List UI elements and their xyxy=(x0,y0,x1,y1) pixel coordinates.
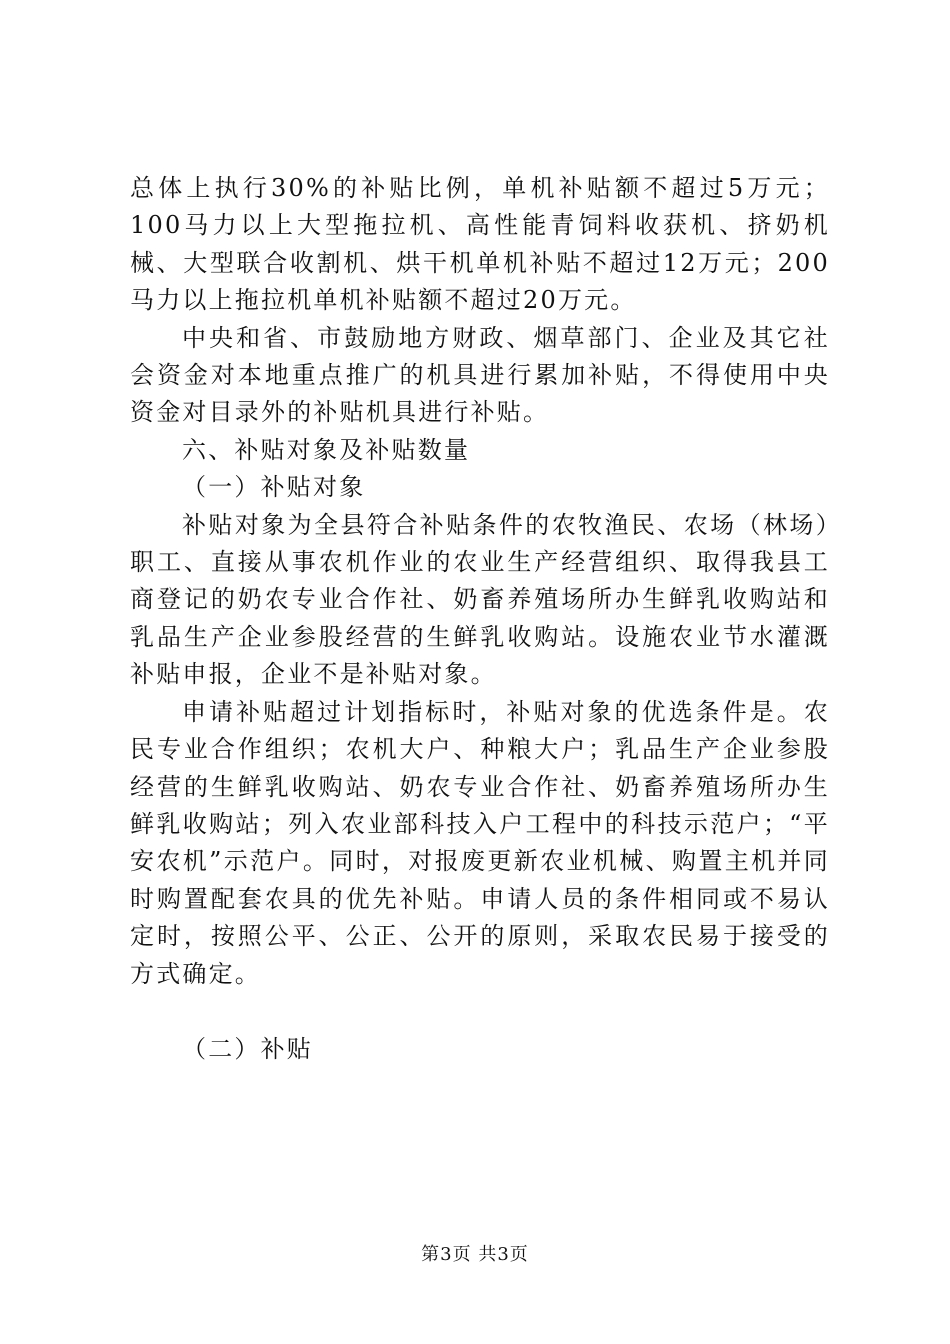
subsection-heading-two: （二）补贴 xyxy=(182,1034,313,1063)
page-footer: 第3页 共3页 xyxy=(421,1244,529,1265)
paragraph-priority-conditions: 申请补贴超过计划指标时，补贴对象的优选条件是。农民专业合作组织；农机大户、种粮大户；乳品生产企业参股经营的生鲜乳收购站、奶农专业合作社、奶畜养殖场所办生鲜乳收购站；列入农业部科技入户工程中的科技示范户；“平安农机”示范户。同时，对报废更新农业机械、购置主机并同时购置配套农具的优先补贴。申请人员的条件相同或不易认定时，按照公平、公正、公开的原则，采取农民易于接受的方式确定。 xyxy=(130,697,830,988)
document-body xyxy=(130,170,830,1068)
paragraph-subsidy-ratio: 总体上执行30%的补贴比例，单机补贴额不超过5万元；100马力以上大型拖拉机、高性能青饲料收获机、挤奶机械、大型联合收割机、烘干机单机补贴不超过12万元；200马力以上拖拉机单机补贴额不超过20万元。 xyxy=(130,174,830,315)
paragraph-subsidy-targets: 补贴对象为全县符合补贴条件的农牧渔民、农场（林场）职工、直接从事农机作业的农业生产经营组织、取得我县工商登记的奶农专业合作社、奶畜养殖场所办生鲜乳收购站和乳品生产企业参股经营的生鲜乳收购站。设施农业节水灌溉补贴申报，企业不是补贴对象。 xyxy=(130,510,830,689)
paragraph-additional-subsidy: 中央和省、市鼓励地方财政、烟草部门、企业及其它社会资金对本地重点推广的机具进行累加补贴，不得使用中央资金对目录外的补贴机具进行补贴。 xyxy=(130,323,830,427)
section-heading-six: 六、补贴对象及补贴数量 xyxy=(182,435,471,464)
subsection-heading-one: （一）补贴对象 xyxy=(182,473,366,502)
